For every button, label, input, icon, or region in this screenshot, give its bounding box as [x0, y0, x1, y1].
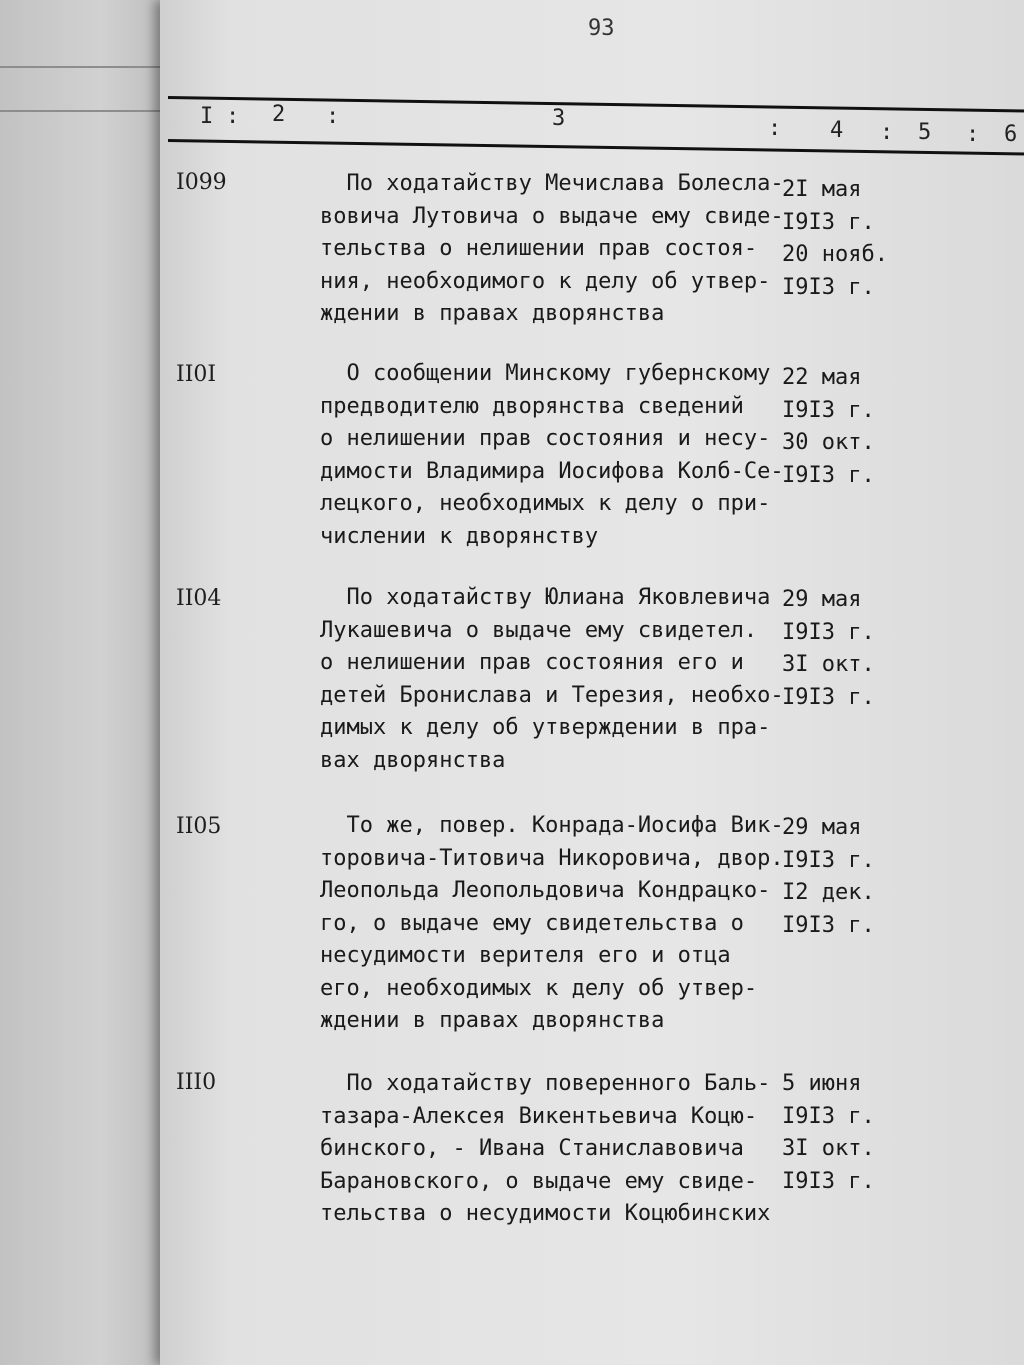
entry-number: II0I	[176, 362, 217, 387]
entry-description	[320, 168, 784, 331]
entry-line: вовича Лутовича о выдаче ему свиде-	[320, 203, 784, 229]
date-start-year: I9I3 г.	[782, 1103, 875, 1129]
entry-number: II04	[176, 586, 222, 611]
entry-line: числении к дворянству	[320, 523, 599, 549]
header-rule-bottom	[168, 139, 1024, 156]
entry-line: го, о выдаче ему свидетельства о	[320, 910, 744, 936]
column-header-1: I	[200, 104, 214, 129]
column-header-4: 4	[830, 118, 844, 143]
entry-line: ния, необходимого к делу об утвер-	[320, 268, 771, 294]
previous-page-header-rule	[0, 66, 168, 112]
date-end-year: I9I3 г.	[782, 912, 875, 938]
entry-line: ждении в правах дворянства	[320, 1008, 665, 1033]
column-header-3: 3	[552, 106, 566, 131]
date-start: 22 мая	[782, 365, 862, 390]
entry-line: димых к делу об утверждении в пра-	[320, 715, 771, 740]
date-end-year: I9I3 г.	[782, 684, 875, 710]
entry-line: торовича-Титовича Никоровича, двор.	[320, 845, 784, 871]
entry-line: По ходатайству поверенного Баль-	[320, 1071, 771, 1096]
page-number: 93	[588, 16, 615, 41]
header-rule-top	[168, 96, 1024, 113]
entry-line: вах дворянства	[320, 747, 506, 773]
entry-description	[320, 358, 784, 553]
entry-line: тельства о нелишении прав состоя-	[320, 236, 758, 261]
date-end-year: I9I3 г.	[782, 462, 875, 488]
date-start: 2I мая	[782, 177, 862, 202]
entry-line: О сообщении Минскому губернскому	[320, 361, 771, 386]
date-end: 3I окт.	[782, 652, 875, 677]
entry-number: II05	[176, 814, 222, 839]
date-end: 3I окт.	[782, 1136, 875, 1161]
entry-line: Леопольда Леопольдовича Кондрацко-	[320, 878, 771, 903]
column-separator: :	[768, 116, 782, 141]
entry-line: По ходатайству Мечислава Болесла-	[320, 171, 784, 196]
entry-line: Барановского, о выдаче ему свиде-	[320, 1168, 758, 1194]
date-start: 29 мая	[782, 587, 862, 612]
entry-number: I099	[176, 170, 227, 195]
date-start: 29 мая	[782, 815, 862, 840]
previous-page-edge	[0, 0, 168, 1365]
column-separator: :	[880, 120, 894, 145]
entry-dates	[782, 174, 888, 304]
column-separator: :	[226, 104, 240, 129]
entry-description	[320, 582, 784, 777]
date-end: 30 окт.	[782, 430, 875, 455]
entry-dates	[782, 584, 875, 714]
date-end-year: I9I3 г.	[782, 1168, 875, 1194]
entry-dates	[782, 812, 875, 942]
entry-line: его, необходимых к делу об утвер-	[320, 975, 758, 1001]
date-end: I2 дек.	[782, 880, 875, 905]
entry-line: лецкого, необходимых к делу о при-	[320, 491, 771, 516]
entry-line: тазара-Алексея Викентьевича Коцю-	[320, 1103, 758, 1129]
entry-dates	[782, 362, 875, 492]
date-start-year: I9I3 г.	[782, 209, 875, 235]
date-end-year: I9I3 г.	[782, 274, 875, 300]
column-separator: :	[326, 104, 340, 129]
entry-line: несудимости верителя его и отца	[320, 943, 731, 968]
entry-line: димости Владимира Иосифова Колб-Се-	[320, 458, 784, 484]
entry-dates	[782, 1068, 875, 1198]
entry-line: о нелишении прав состояния его и	[320, 650, 744, 675]
entry-number: III0	[176, 1070, 217, 1095]
date-end: 20 нояб.	[782, 242, 888, 267]
entry-line: предводителю дворянства сведений	[320, 393, 744, 419]
entry-line: детей Бронислава и Терезия, необхо-	[320, 682, 784, 708]
date-start-year: I9I3 г.	[782, 847, 875, 873]
entry-line: Лукашевича о выдаче ему свидетел.	[320, 617, 758, 643]
entry-line: о нелишении прав состояния и несу-	[320, 426, 771, 451]
entry-line: ждении в правах дворянства	[320, 301, 665, 326]
date-start: 5 июня	[782, 1071, 862, 1096]
entry-line: То же, повер. Конрада-Иосифа Вик-	[320, 813, 784, 838]
column-separator: :	[966, 122, 980, 147]
column-header-6: 6	[1004, 122, 1018, 147]
column-header-5: 5	[918, 120, 932, 145]
date-start-year: I9I3 г.	[782, 619, 875, 645]
date-start-year: I9I3 г.	[782, 397, 875, 423]
column-header-2: 2	[272, 102, 286, 127]
document-page	[160, 0, 1024, 1365]
entry-line: тельства о несудимости Коцюбинских	[320, 1201, 771, 1226]
entry-description	[320, 810, 784, 1038]
entry-line: По ходатайству Юлиана Яковлевича	[320, 585, 771, 610]
entry-description	[320, 1068, 780, 1231]
entry-line: бинского, - Ивана Станиславовича	[320, 1136, 744, 1161]
